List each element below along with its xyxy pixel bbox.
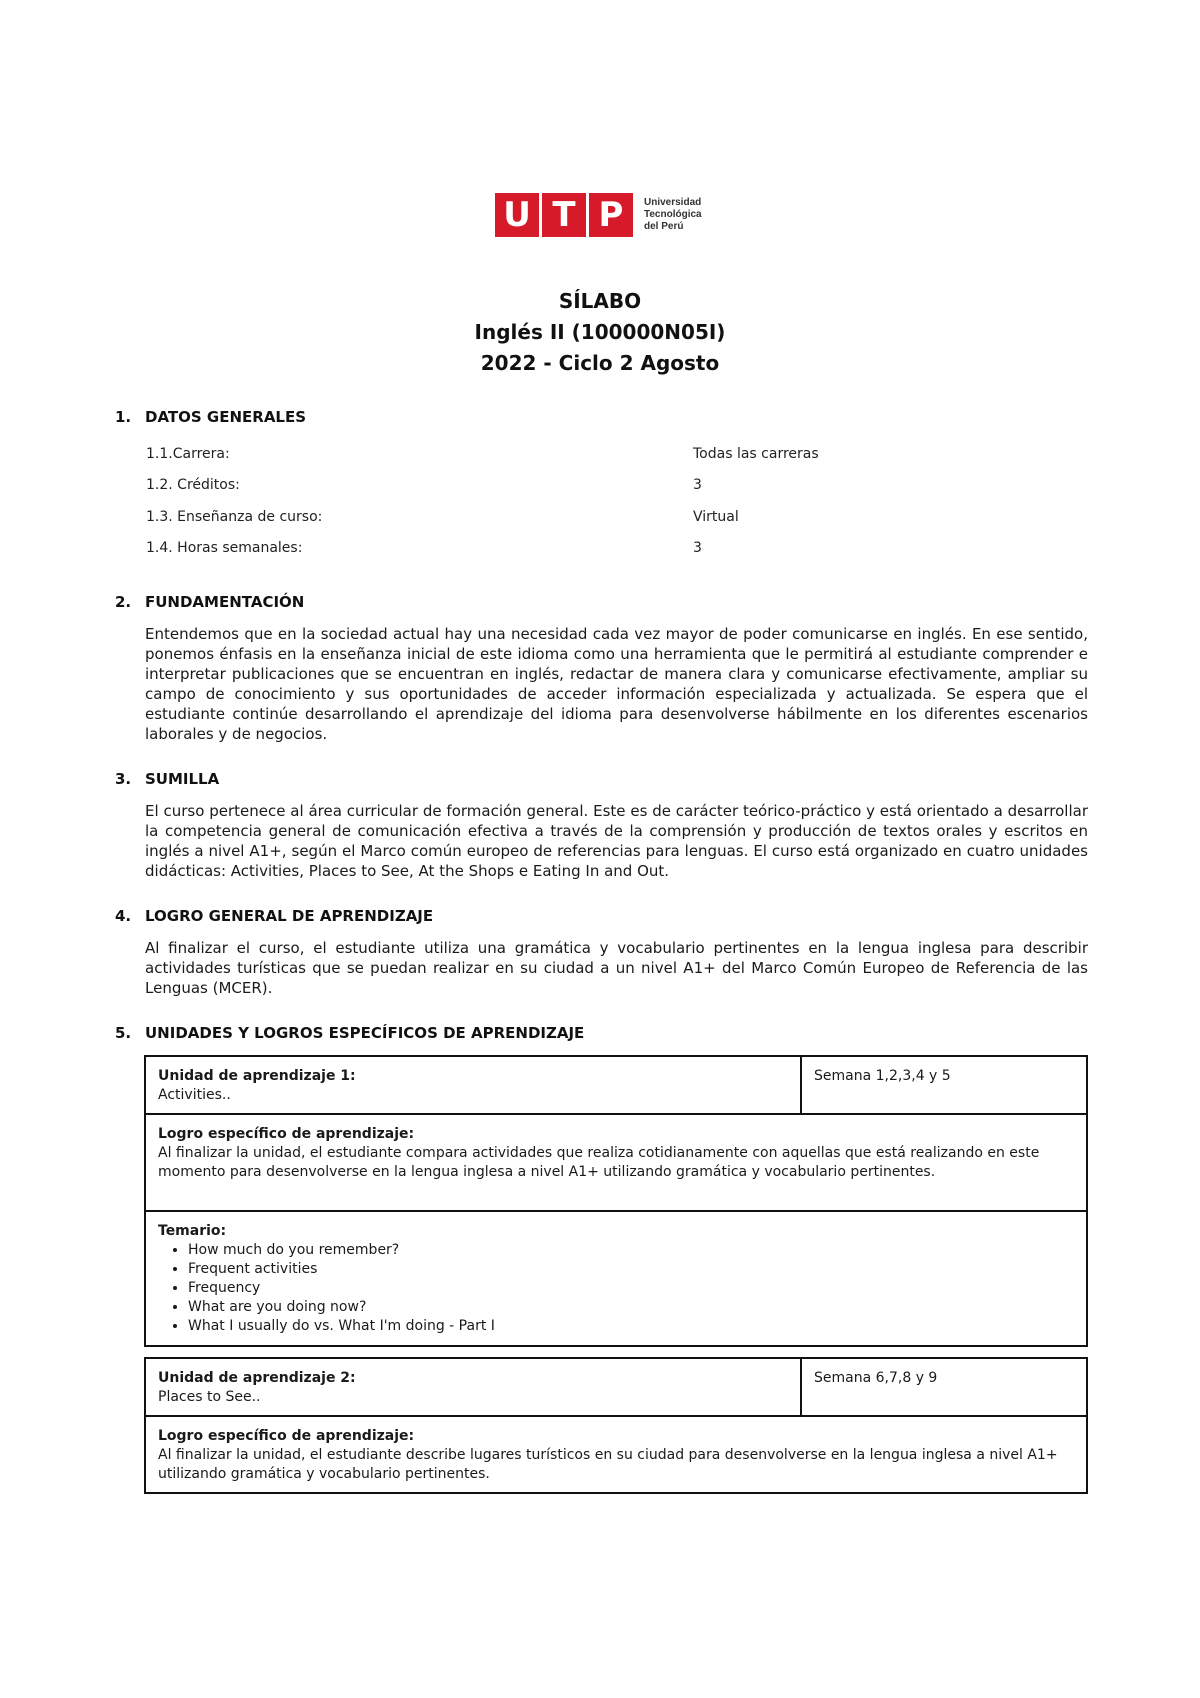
temario-item: • How much do you remember? xyxy=(188,1241,1074,1260)
logro-general-text: Al finalizar el curso, el estudiante utiliza una gramática y vocabulario pertinentes en la lengua inglesa para describir actividades turísticas que se puedan realizar en su ciudad a un nivel A1+ del Marco Común Europeo de Referencia de las Lenguas (MCER). xyxy=(145,939,1088,997)
datos-row-ensenanza: 1.3. Enseñanza de curso: Virtual xyxy=(146,509,739,525)
temario-item: • Frequent activities xyxy=(188,1260,1074,1279)
title-cycle: 2022 - Ciclo 2 Agosto xyxy=(480,351,720,375)
unidad-2-header-row xyxy=(145,1358,1087,1416)
unidad-1-table xyxy=(144,1055,1088,1347)
unidad-2-table xyxy=(144,1357,1088,1494)
title-silabo: SÍLABO xyxy=(558,289,642,313)
temario-item: • What I usually do vs. What I'm doing - Part I xyxy=(188,1317,1074,1336)
section-heading-logro-general: 4. LOGRO GENERAL DE APRENDIZAJE xyxy=(115,907,434,925)
unidad-1-logro-row xyxy=(145,1114,1087,1211)
sumilla-text: El curso pertenece al área curricular de formación general. Este es de carácter teórico-práctico y está orientado a desarrollar la competencia general de comunicación efectiva a través de la comprensión y producción de textos orales y escritos en inglés a nivel A1+, según el Marco común europeo de referencias para lenguas. El curso está organizado en cuatro unidades didácticas: Activities, Places to See, At the Shops e Eating In and Out. xyxy=(145,802,1088,880)
temario-item: • Frequency xyxy=(188,1279,1074,1298)
unidad-2-logro-row xyxy=(145,1416,1087,1493)
logo-text: Universidad Tecnológica del Perú xyxy=(644,197,702,232)
logo-letter-u: U xyxy=(495,193,539,237)
unidad-2-semana-cell: Semana 6,7,8 y 9 xyxy=(801,1358,1087,1416)
section-heading-datos-generales: 1. DATOS GENERALES xyxy=(115,408,307,426)
logo-letter-p: P xyxy=(589,193,633,237)
datos-row-carrera: 1.1.Carrera: Todas las carreras xyxy=(146,446,819,462)
fundamentacion-text: Entendemos que en la sociedad actual hay una necesidad cada vez mayor de poder comunicarse en inglés. En ese sentido, ponemos énfasis en la enseñanza inicial de este idioma como una herramienta que le permitirá al estudiante comprender e interpretar publicaciones que se encuentran en inglés, redactar de manera clara y comunicarse efectivamente, ampliar su campo de conocimiento y sus oportunidades de acceder información especializada y actualizada. Se espera que el estudiante continúe desarrollando el aprendizaje del idioma para desenvolverse hábilmente en los diferentes escenarios laborales y de negocios. xyxy=(145,625,1088,743)
unidad-2-name-cell: Unidad de aprendizaje 2: Places to See.. xyxy=(145,1358,801,1416)
unidad-1-temario-list xyxy=(158,1241,1074,1336)
title-course: Inglés II (100000N05I) xyxy=(474,320,726,344)
unidad-1-temario-row xyxy=(145,1211,1087,1346)
logo-letter-t: T xyxy=(542,193,586,237)
document-title xyxy=(0,286,1200,379)
unidad-1-logro-cell: Logro específico de aprendizaje: Al finalizar la unidad, el estudiante compara actividades que realiza cotidianamente con aquellas que está realizando en este momento para desenvolverse en la lengua inglesa a nivel A1+ utilizando gramática y vocabulario pertinentes. xyxy=(145,1114,1087,1211)
utp-logo xyxy=(495,193,702,237)
unidad-1-temario-cell: Temario: • How much do you remember? • Frequent activities • Frequency • What are you doing now? • What I usually do vs. What I'm doing - Part I xyxy=(145,1211,1087,1346)
temario-item: • What are you doing now? xyxy=(188,1298,1074,1317)
section-heading-fundamentacion: 2. FUNDAMENTACIÓN xyxy=(115,593,305,611)
section-heading-sumilla: 3. SUMILLA xyxy=(115,770,220,788)
unidad-1-name-cell: Unidad de aprendizaje 1: Activities.. xyxy=(145,1056,801,1114)
section-heading-unidades: 5. UNIDADES Y LOGROS ESPECÍFICOS DE APRENDIZAJE xyxy=(115,1024,585,1042)
unidad-2-logro-cell: Logro específico de aprendizaje: Al finalizar la unidad, el estudiante describe lugares turísticos en su ciudad para desenvolverse en la lengua inglesa a nivel A1+ utilizando gramática y vocabulario pertinentes. xyxy=(145,1416,1087,1493)
unidad-1-header-row xyxy=(145,1056,1087,1114)
unidad-1-semana-cell: Semana 1,2,3,4 y 5 xyxy=(801,1056,1087,1114)
datos-row-creditos: 1.2. Créditos: 3 xyxy=(146,477,702,493)
datos-row-horas: 1.4. Horas semanales: 3 xyxy=(146,540,702,556)
